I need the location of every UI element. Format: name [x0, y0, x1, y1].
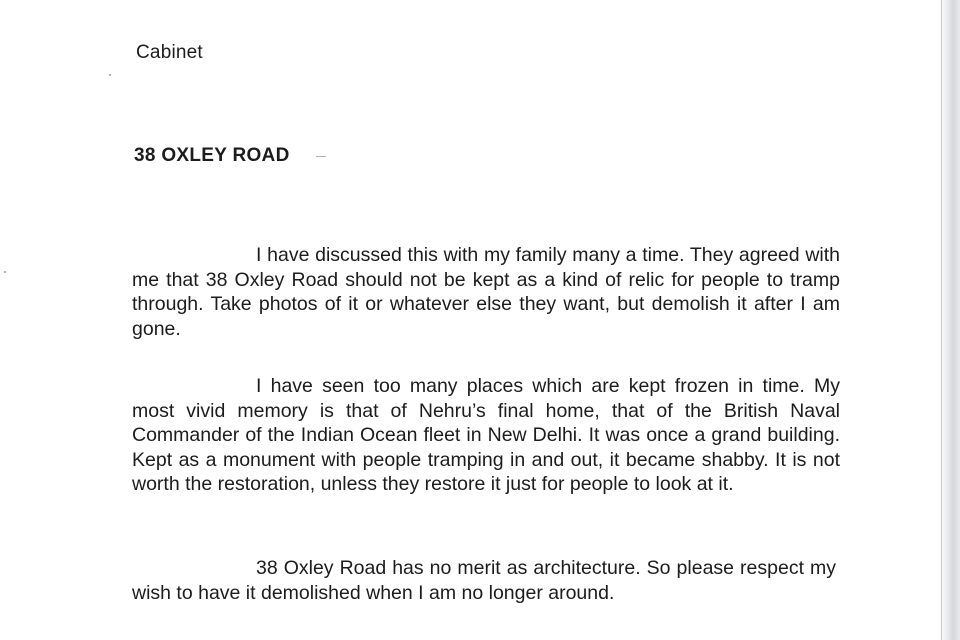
scan-mark [316, 156, 326, 157]
paragraph-2: I have seen too many places which are kept frozen in time. My most vivid memory is that of Nehru’s final home, that of the British Naval Commander of the Indian Ocean fleet in New Delhi. It was once a grand building. Kept as a monument with people tramping in and out, it became shabby. It is not worth the restoration, unless they restore it just for people to look at it. [132, 375, 840, 496]
paragraph-1: I have discussed this with my family many a time. They agreed with me that 38 Oxley Road should not be kept as a kind of relic for people to tramp through. Take photos of it or whatever else they want, but demolish it after I am gone. [132, 244, 840, 340]
header-label: Cabinet [136, 42, 203, 63]
scan-speck [109, 74, 111, 76]
paragraph-3: 38 Oxley Road has no merit as architecture. So please respect my wish to have it demolished when I am no longer around. [132, 557, 836, 604]
scan-speck [4, 271, 6, 273]
page-edge-line [941, 0, 942, 640]
document-title: 38 OXLEY ROAD [134, 145, 290, 166]
